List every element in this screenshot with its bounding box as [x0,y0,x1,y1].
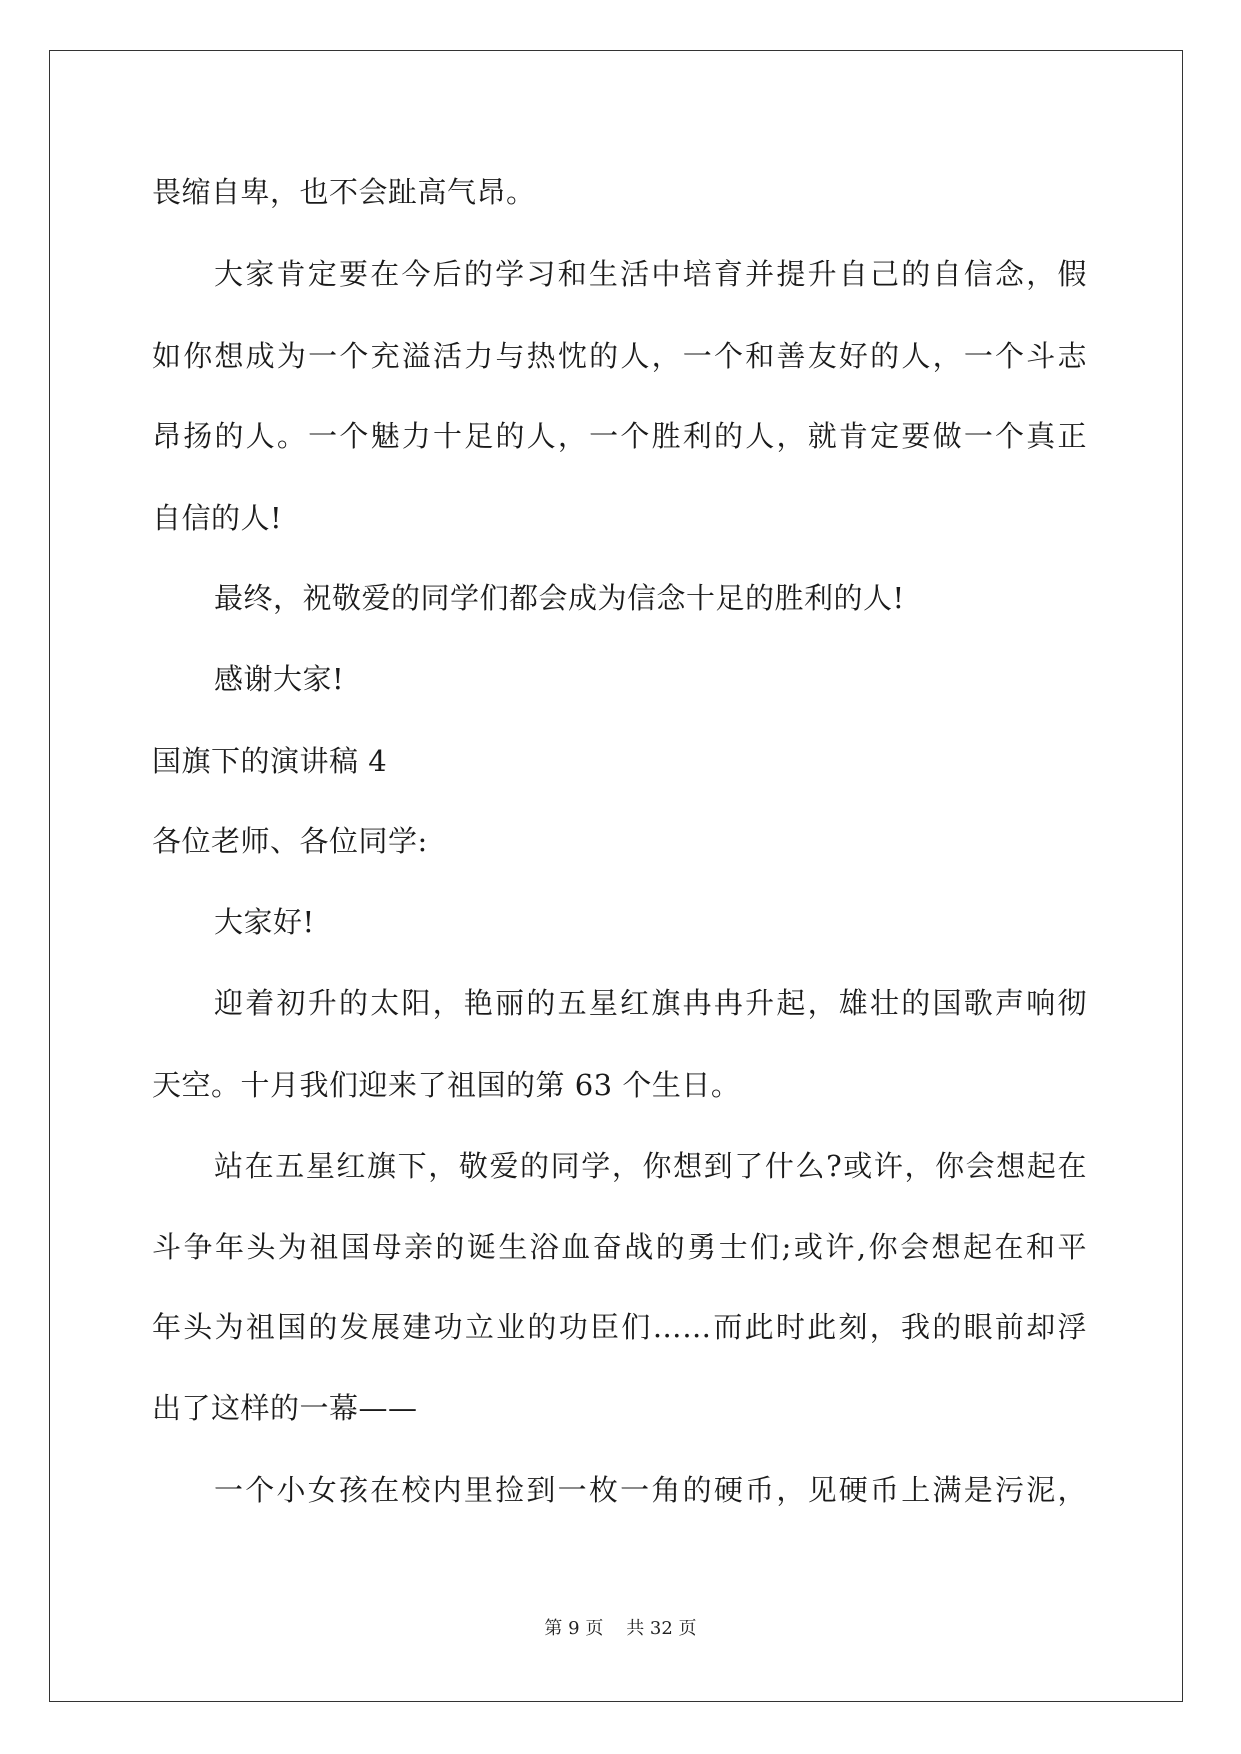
text-line-17: 一个小女孩在校内里捡到一枚一角的硬币，见硬币上满是污泥， [214,1473,1087,1507]
text-line-14: 斗争年头为祖国母亲的诞生浴血奋战的勇士们;或许,你会想起在和平 [152,1230,1087,1264]
text-line-15: 年头为祖国的发展建功立业的功臣们……而此时此刻，我的眼前却浮 [152,1310,1087,1344]
text-line-3: 如你想成为一个充溢活力与热忱的人，一个和善友好的人，一个斗志 [152,339,1087,373]
text-line-4: 昂扬的人。一个魅力十足的人，一个胜利的人，就肯定要做一个真正 [152,419,1087,453]
text-line-7: 感谢大家! [214,662,345,696]
text-line-2: 大家肯定要在今后的学习和生活中培育并提升自己的自信念，假 [214,257,1087,291]
text-line-6: 最终，祝敬爱的同学们都会成为信念十足的胜利的人! [214,581,905,615]
page-border [49,50,1183,1702]
greeting: 大家好! [214,905,315,939]
text-line-5: 自信的人! [152,501,283,535]
text-line-11: 迎着初升的太阳，艳丽的五星红旗冉冉升起，雄壮的国歌声响彻 [214,986,1087,1020]
section-heading: 国旗下的演讲稿 4 [152,744,388,778]
salutation: 各位老师、各位同学: [152,824,428,858]
page-number-footer: 第 9 页 共 32 页 [544,1618,697,1639]
text-line-1: 畏缩自卑，也不会趾高气昂。 [152,175,536,209]
text-line-13: 站在五星红旗下，敬爱的同学，你想到了什么?或许，你会想起在 [214,1149,1087,1183]
text-line-16: 出了这样的一幕—— [152,1391,418,1425]
text-line-12: 天空。十月我们迎来了祖国的第 63 个生日。 [152,1068,741,1102]
